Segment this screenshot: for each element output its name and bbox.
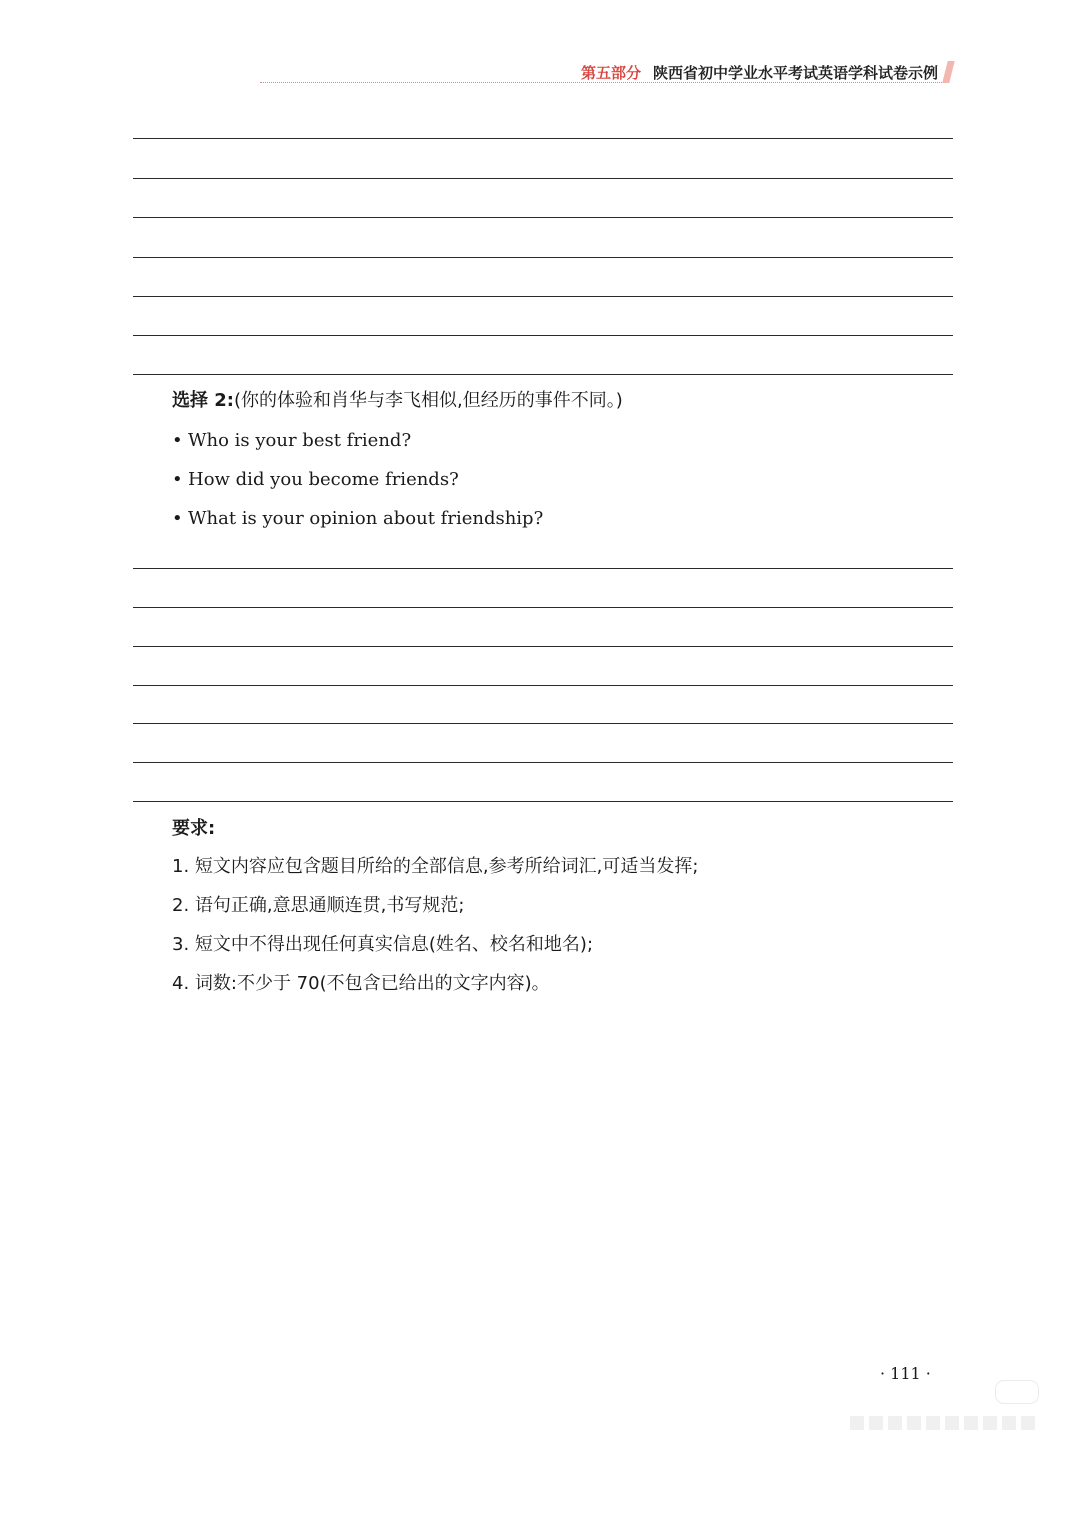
header-text [581,62,938,83]
requirement-item: 1. 短文内容应包含题目所给的全部信息,参考所给词汇,可适当发挥; [172,856,699,877]
bullet-icon: • [172,469,183,490]
writing-line[interactable] [133,685,953,686]
writing-line[interactable] [133,723,953,724]
writing-line[interactable] [133,646,953,647]
part-label: 第五部分 [580,64,641,82]
requirements-title: 要求: [172,818,216,839]
page-number: · 111 · [880,1364,931,1383]
bullet-icon: • [172,430,183,451]
question-item [172,468,459,492]
question-text: What is your opinion about friendship? [188,508,544,529]
writing-line[interactable] [133,257,953,258]
option2-label: 选择 2: [172,390,234,411]
option2-heading [172,389,623,413]
writing-line[interactable] [133,217,953,218]
question-text: How did you become friends? [188,469,459,490]
writing-line[interactable] [133,374,953,375]
watermark-blur-icon [850,1416,1040,1430]
writing-line[interactable] [133,762,953,763]
header-tab-decoration [942,61,954,83]
question-item [172,429,411,453]
option2-description: (你的体验和肖华与李飞相似,但经历的事件不同。) [234,390,623,411]
writing-line[interactable] [133,568,953,569]
writing-line[interactable] [133,138,953,139]
writing-line[interactable] [133,335,953,336]
book-title: 陕西省初中学业水平考试英语学科试卷示例 [652,64,938,82]
bullet-icon: • [172,508,183,529]
requirement-item: 4. 词数:不少于 70(不包含已给出的文字内容)。 [172,973,550,994]
requirement-item: 2. 语句正确,意思通顺连贯,书写规范; [172,895,465,916]
running-header [260,58,952,88]
watermark-badge-icon [995,1380,1039,1404]
writing-line[interactable] [133,296,953,297]
writing-line[interactable] [133,801,953,802]
question-item [172,507,543,531]
writing-line[interactable] [133,607,953,608]
question-text: Who is your best friend? [188,430,412,451]
writing-line[interactable] [133,178,953,179]
requirement-item: 3. 短文中不得出现任何真实信息(姓名、校名和地名); [172,934,594,955]
